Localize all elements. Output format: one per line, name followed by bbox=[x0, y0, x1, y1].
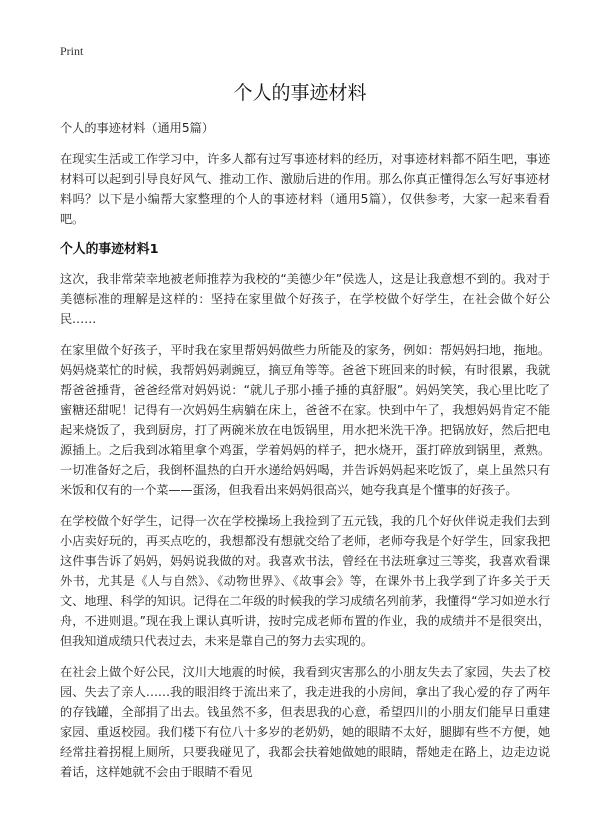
body-paragraph: 在学校做个好学生，记得一次在学校操场上我捡到了五元钱，我的几个好伙伴说走我们去到小店卖好玩的，再买点吃的，我想都没有想就交给了老师，老师夸我是个好学生，回家我把这件事告诉了妈妈，妈妈说我做的对。我喜欢书法，曾经在书法班拿过三等奖，我喜欢看课外书，尤其是《人与自然》、《动物世界》、《故事会》等，在课外书上我学到了许多关于天文、地理、科学的知识。记得在二年级的时候我的学习成绩名列前茅，我懂得“学习如逆水行舟，不进则退。”现在我上课认真听讲，按时完成老师布置的作业，我的成绩并不是很突出，但我知道成绩只代表过去，未来是靠自己的努力去实现的。 bbox=[60, 514, 550, 648]
page-title: 个人的事迹材料 bbox=[233, 82, 367, 104]
body-paragraph: 这次，我非常荣幸地被老师推荐为我校的“美德少年”侯选人，这是让我意想不到的。我对于美德标准的理解是这样的：坚持在家里做个好孩子，在学校做个好学生，在社会做个好公民…… bbox=[60, 272, 550, 326]
body-paragraph: 在家里做个好孩子，平时我在家里帮妈妈做些力所能及的家务，例如：帮妈妈扫地，拖地。妈妈烧菜忙的时候，我帮妈妈剥豌豆，摘豆角等等。爸爸下班回来的时候，有时很累，我就帮爸爸捶背，爸爸经常对妈妈说：“就儿子那小捶子捶的真舒服”。妈妈笑笑，我心里比吃了蜜糖还甜呢！记得有一次妈妈生病躺在床上，爸爸不在家。快到中午了，我想妈妈肯定不能起来烧饭了，我到厨房，打了两碗米放在电饭锅里，用水把米洗干净。把锅放好，然后把电源插上。之后我到冰箱里拿个鸡蛋，学着妈妈的样子，把水烧开，蛋打碎放到锅里，煮熟。一切准备好之后，我倒杯温热的白开水递给妈妈喝，并告诉妈妈起来吃饭了，桌上虽然只有米饭和仅有的一个菜——蛋汤，但我看出来妈妈很高兴，她夸我真是个懂事的好孩子。 bbox=[60, 343, 550, 497]
print-link[interactable]: Print bbox=[60, 44, 84, 58]
intro-paragraph: 在现实生活或工作学习中，许多人都有过写事迹材料的经历，对事迹材料都不陌生吧，事迹材料可以起到引导良好风气、推动工作、激励后进的作用。那么你真正懂得怎么写好事迹材料吗？以下是小编帮大家整理的个人的事迹材料（通用5篇），仅供参考，大家一起来看看吧。 bbox=[60, 152, 550, 226]
document-body bbox=[60, 118, 550, 793]
section-heading: 个人的事迹材料1 bbox=[60, 242, 159, 257]
document-subtitle: 个人的事迹材料（通用5篇） bbox=[60, 121, 215, 135]
body-paragraph: 在社会上做个好公民，汶川大地震的时候，我看到灾害那么的小朋友失去了家园，失去了校园、失去了亲人……我的眼泪终于流出来了，我走进我的小房间，拿出了我心爱的存了两年的存钱罐，全部捐了出去。钱虽然不多，但表思我的心意，希望四川的小朋友们能早日重建家园、重返校园。我们楼下有位八十多岁的老奶奶，她的眼睛不太好，腿脚有些不方便，她经常拄着拐棍上厕所，只要我碰见了，我都会扶着她做她的眼睛，帮她走在路上，边走边说着话，这样她就不会由于眼睛不看见 bbox=[60, 665, 550, 779]
